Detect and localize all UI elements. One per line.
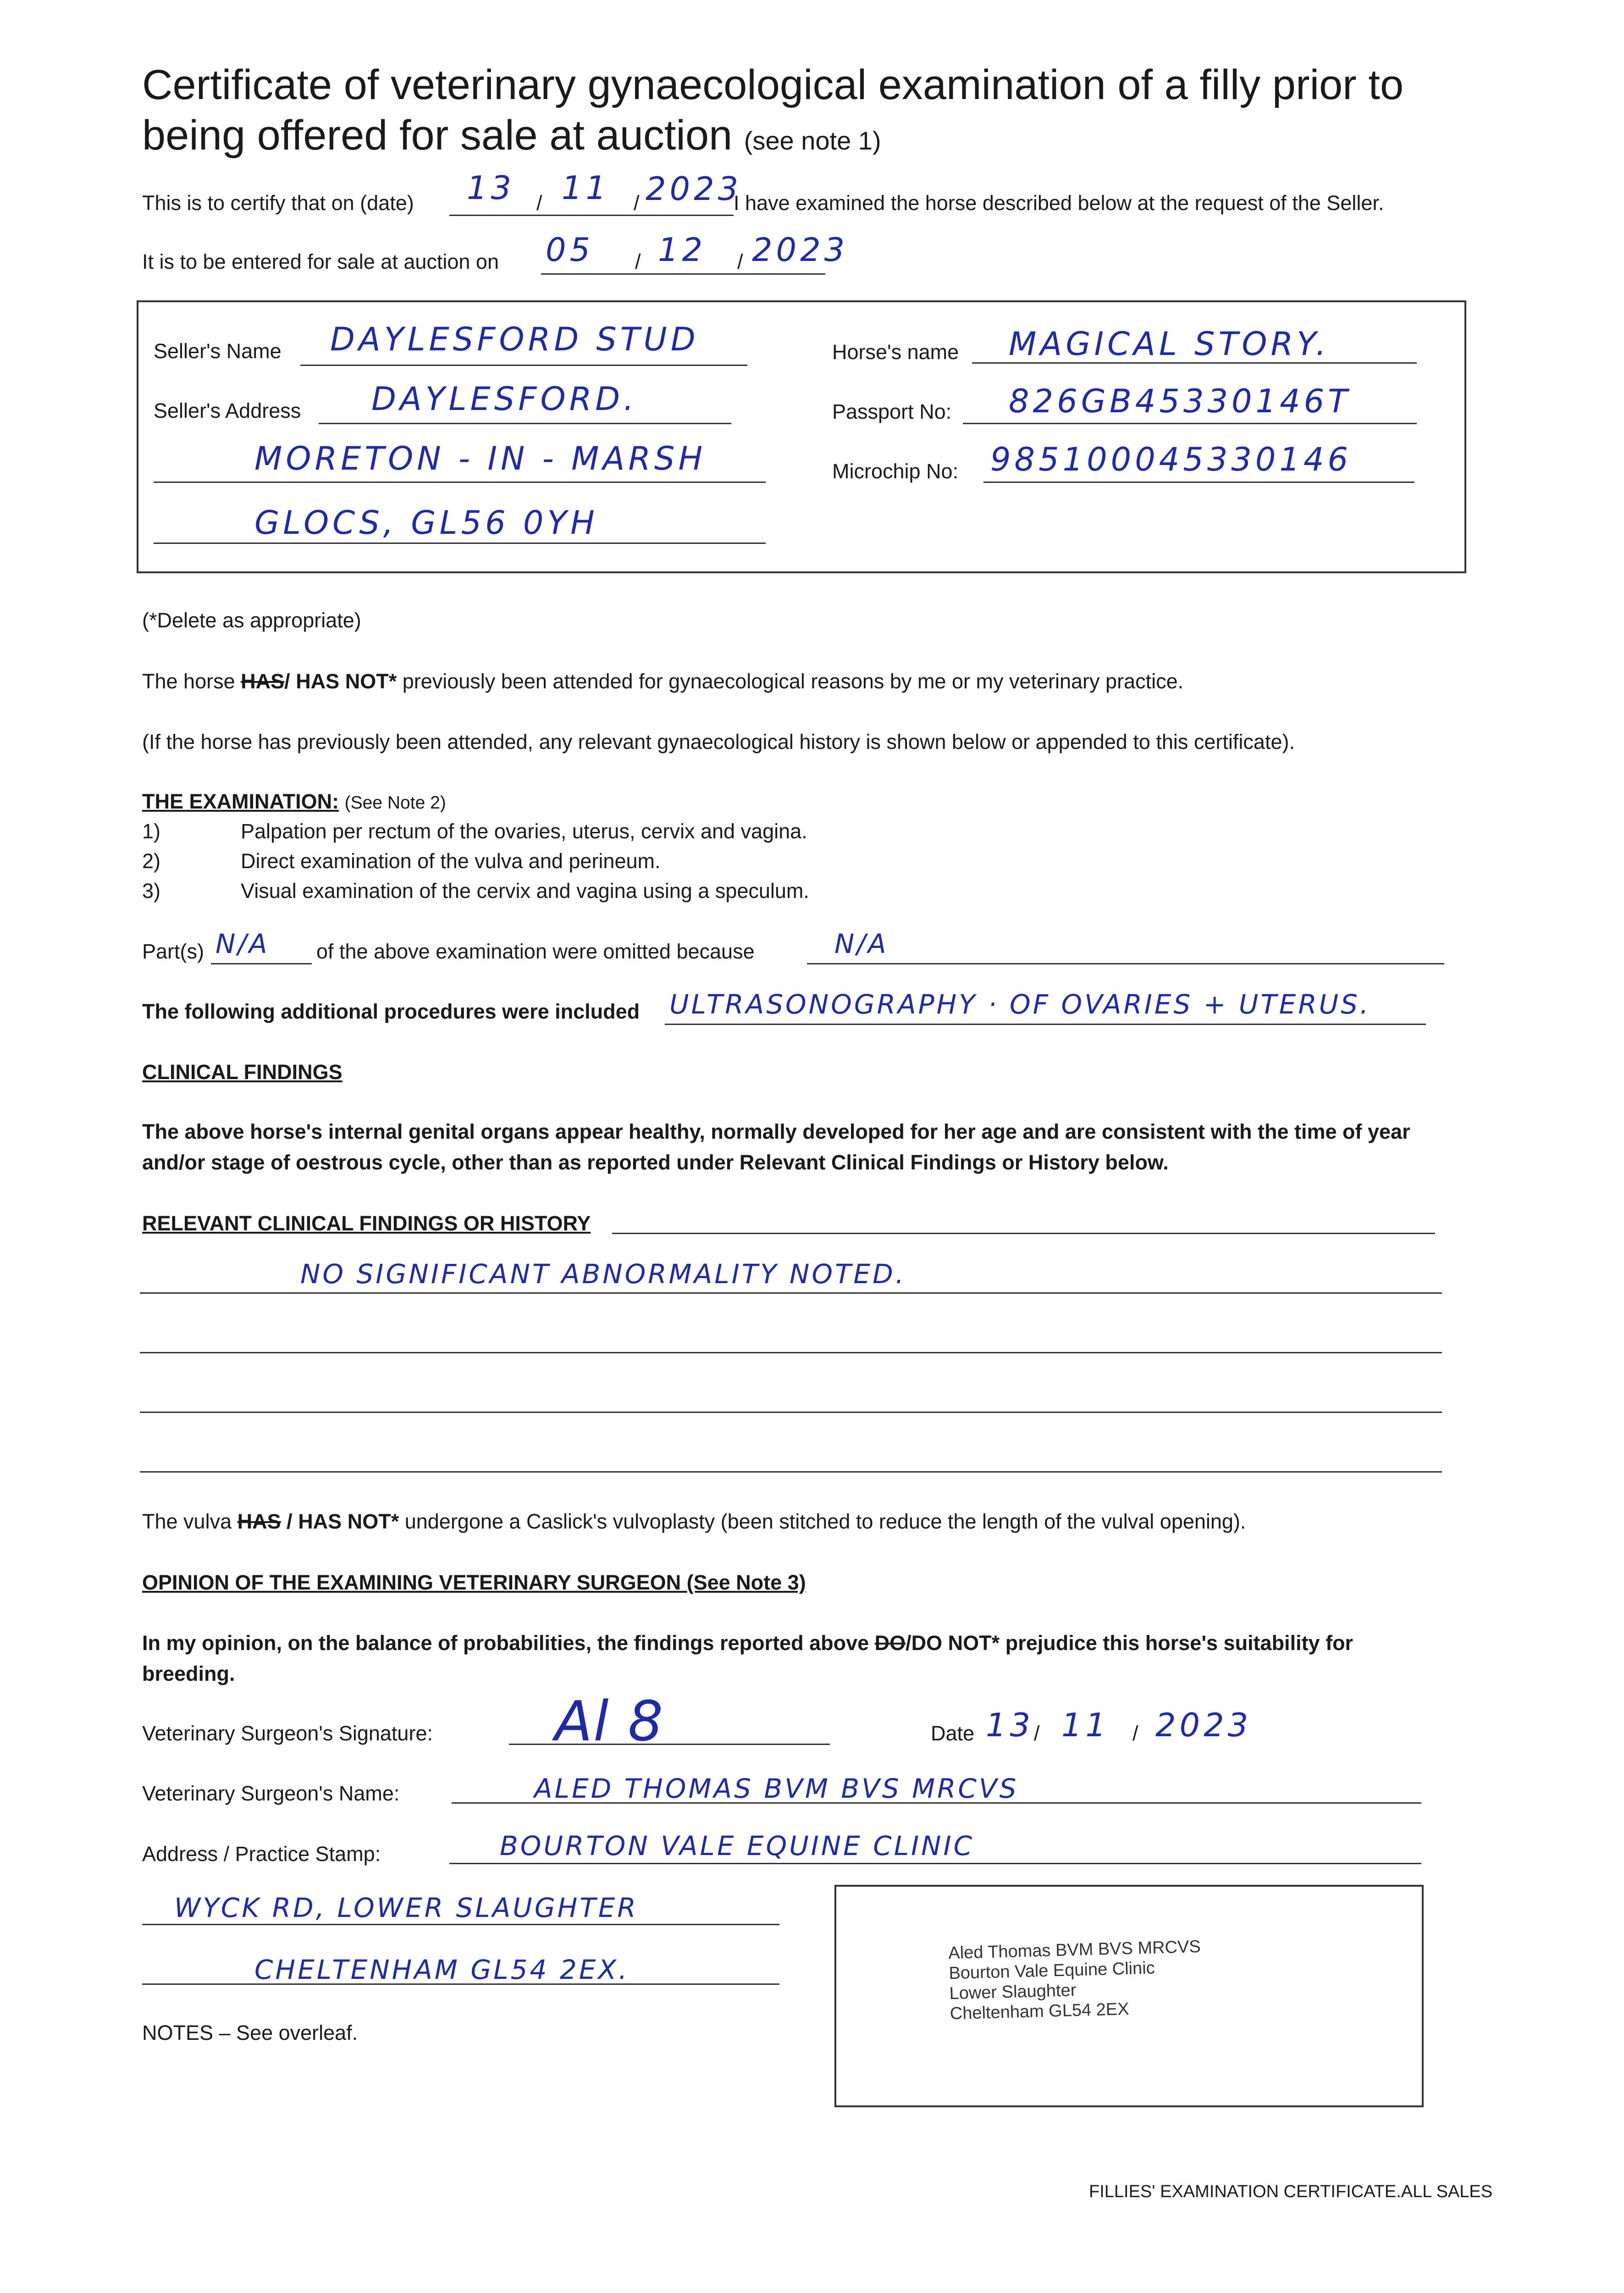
attended-has: HAS: [241, 670, 285, 693]
examination-item-2-text: Direct examination of the vulva and perineum.: [241, 849, 661, 873]
opinion-line-1: [142, 1630, 1353, 1656]
relevant-findings-text: NO SIGNIFICANT ABNORMALITY NOTED.: [300, 1258, 906, 1290]
vet-name-value: ALED THOMAS BVM BVS MRCVS: [534, 1773, 1019, 1804]
vet-date-label: Date: [931, 1722, 975, 1745]
additional-label: The following additional procedures were included: [142, 1000, 640, 1023]
seller-address-line-2-rule: [154, 482, 766, 483]
vet-address-line-3-rule: [142, 1983, 779, 1985]
practice-stamp: [948, 1937, 1203, 2024]
opinion-sep: /: [906, 1631, 911, 1655]
relevant-findings-line-2: [140, 1352, 1442, 1353]
attended-suffix: previously been attended for gynaecological reasons by me or my veterinary practice.: [402, 670, 1184, 693]
vet-date-slash-2: /: [1132, 1722, 1138, 1745]
opinion-heading: OPINION OF THE EXAMINING VETERINARY SURGEON (See Note 3): [142, 1571, 806, 1594]
vulva-has: HAS: [237, 1510, 281, 1533]
opinion-do: DO: [874, 1631, 906, 1655]
stamp-line-3: Lower Slaughter: [949, 1980, 1077, 2004]
seller-address-line-2: MORETON - IN - MARSH: [254, 440, 707, 477]
stamp-line-2: Bourton Vale Equine Clinic: [948, 1958, 1155, 1983]
relevant-findings-heading-line: [612, 1233, 1435, 1234]
additional-line: [665, 1024, 1426, 1025]
stamp-line-1: Aled Thomas BVM BVS MRCVS: [948, 1937, 1201, 1963]
title-line-2-text: being offered for sale at auction: [142, 112, 733, 159]
certify-date-line: [449, 215, 734, 216]
passport-label: Passport No:: [832, 400, 952, 423]
relevant-findings-line-1: [140, 1292, 1442, 1294]
history-note: (If the horse has previously been attended, any relevant gynaecological history is shown below or appended to this certificate).: [142, 730, 1295, 753]
horse-name-line: [972, 362, 1417, 364]
seller-name-value: DAYLESFORD STUD: [330, 321, 699, 358]
title-line-1: Certificate of veterinary gynaecological examination of a filly prior to: [142, 61, 1404, 108]
examination-heading-text: THE EXAMINATION:: [142, 790, 339, 813]
examination-item-2-num: 2): [142, 849, 161, 873]
opinion-do-not: DO NOT*: [911, 1631, 1000, 1655]
examination-heading-note: (See Note 2): [344, 793, 446, 813]
certify-slash-2: /: [634, 191, 640, 215]
horse-name-label: Horse's name: [832, 340, 959, 364]
relevant-findings-line-4: [140, 1471, 1442, 1473]
vet-date-year: 2023: [1155, 1706, 1252, 1744]
clinical-heading: CLINICAL FINDINGS: [142, 1060, 342, 1084]
vet-date-slash-1: /: [1034, 1722, 1040, 1745]
examination-item-3-num: 3): [142, 879, 161, 903]
vulva-sep: /: [287, 1510, 293, 1533]
vet-date-month: 11: [1061, 1706, 1110, 1744]
auction-prefix: It is to be entered for sale at auction on: [142, 250, 499, 273]
certify-suffix: I have examined the horse described below at the request of the Seller.: [734, 191, 1384, 215]
certify-year: 2023: [646, 170, 742, 208]
vet-signature-label: Veterinary Surgeon's Signature:: [142, 1722, 433, 1745]
clinical-statement-line-1: The above horse's internal genital organs appear healthy, normally developed for her age and are consistent with the time of year: [142, 1120, 1410, 1143]
opinion-line-1-prefix: In my opinion, on the balance of probabilities, the findings reported above: [142, 1631, 869, 1655]
vet-address-line-2: WYCK RD, LOWER SLAUGHTER: [174, 1892, 638, 1923]
auction-month: 12: [658, 231, 707, 269]
vet-address-line-1-rule: [449, 1863, 1421, 1864]
vet-address-label: Address / Practice Stamp:: [142, 1842, 381, 1866]
auction-day: 05: [546, 231, 594, 269]
vulva-has-not: HAS NOT*: [298, 1510, 399, 1533]
examination-item-3-text: Visual examination of the cervix and vagina using a speculum.: [241, 879, 809, 903]
vet-signature: Al 8: [555, 1690, 664, 1754]
title-line-2: [142, 110, 1403, 166]
auction-slash-1: /: [635, 250, 641, 273]
vulva-prefix: The vulva: [142, 1510, 232, 1533]
vet-address-line-1: BOURTON VALE EQUINE CLINIC: [500, 1830, 975, 1861]
passport-line: [963, 423, 1417, 424]
seller-address-line-3-rule: [154, 543, 766, 544]
page-title: [142, 60, 1403, 166]
omitted-middle: of the above examination were omitted because: [316, 940, 755, 963]
seller-name-label: Seller's Name: [154, 339, 282, 363]
microchip-value: 985100045330146: [990, 441, 1352, 478]
certify-day: 13: [467, 169, 515, 207]
vet-date-day: 13: [986, 1706, 1034, 1744]
vulva-suffix: undergone a Caslick's vulvoplasty (been stitched to reduce the length of the vulval opening).: [404, 1510, 1246, 1533]
microchip-label: Microchip No:: [832, 460, 959, 483]
attended-sep: /: [284, 670, 290, 693]
seller-address-line-3: GLOCS, GL56 0YH: [254, 504, 598, 542]
relevant-findings-heading: RELEVANT CLINICAL FINDINGS OR HISTORY: [142, 1212, 591, 1235]
certify-month: 11: [562, 169, 610, 207]
opinion-line-2: breeding.: [142, 1662, 235, 1685]
certify-slash-1: /: [536, 191, 542, 215]
footer-text: FILLIES' EXAMINATION CERTIFICATE.ALL SALES: [1089, 2182, 1493, 2201]
seller-address-line-1: DAYLESFORD.: [371, 380, 638, 418]
auction-year: 2023: [752, 231, 849, 269]
certify-prefix: This is to certify that on (date): [142, 191, 414, 215]
examination-heading: [142, 789, 446, 816]
notes-text: NOTES – See overleaf.: [142, 2021, 358, 2044]
vet-address-line-2-rule: [142, 1924, 779, 1925]
examination-item-1-text: Palpation per rectum of the ovaries, uterus, cervix and vagina.: [241, 820, 807, 843]
omitted-reason-line: [807, 963, 1444, 964]
title-note: (see note 1): [744, 126, 881, 155]
attended-statement: [142, 669, 1183, 694]
seller-address-label: Seller's Address: [154, 399, 301, 422]
attended-has-not: HAS NOT*: [296, 670, 397, 693]
auction-slash-2: /: [737, 250, 743, 273]
stamp-line-4: Cheltenham GL54 2EX: [950, 1999, 1130, 2024]
vet-name-line: [452, 1802, 1421, 1804]
attended-prefix: The horse: [142, 670, 235, 693]
vulva-statement: [142, 1509, 1246, 1534]
omitted-reason: N/A: [834, 928, 889, 959]
seller-address-line-1-rule: [319, 423, 731, 424]
additional-value: ULTRASONOGRAPHY · OF OVARIES + UTERUS.: [669, 989, 1371, 1020]
microchip-line: [983, 482, 1414, 483]
passport-value: 826GB45330146T: [1009, 382, 1351, 420]
omitted-parts: N/A: [215, 928, 270, 959]
relevant-findings-line-3: [140, 1412, 1442, 1413]
omitted-parts-line: [211, 963, 312, 964]
vet-address-line-3: CHELTENHAM GL54 2EX.: [254, 1954, 630, 1985]
auction-date-line: [541, 273, 825, 275]
horse-name-value: MAGICAL STORY.: [1009, 325, 1330, 363]
seller-name-line: [300, 365, 747, 366]
vet-name-label: Veterinary Surgeon's Name:: [142, 1782, 400, 1805]
opinion-line-1-suffix: prejudice this horse's suitability for: [1005, 1631, 1353, 1655]
clinical-statement-line-2: and/or stage of oestrous cycle, other than as reported under Relevant Clinical Findings or History below.: [142, 1151, 1169, 1174]
omitted-prefix: Part(s): [142, 940, 204, 963]
delete-note: (*Delete as appropriate): [142, 609, 361, 632]
vet-signature-line: [509, 1744, 830, 1745]
examination-item-1-num: 1): [142, 820, 161, 843]
